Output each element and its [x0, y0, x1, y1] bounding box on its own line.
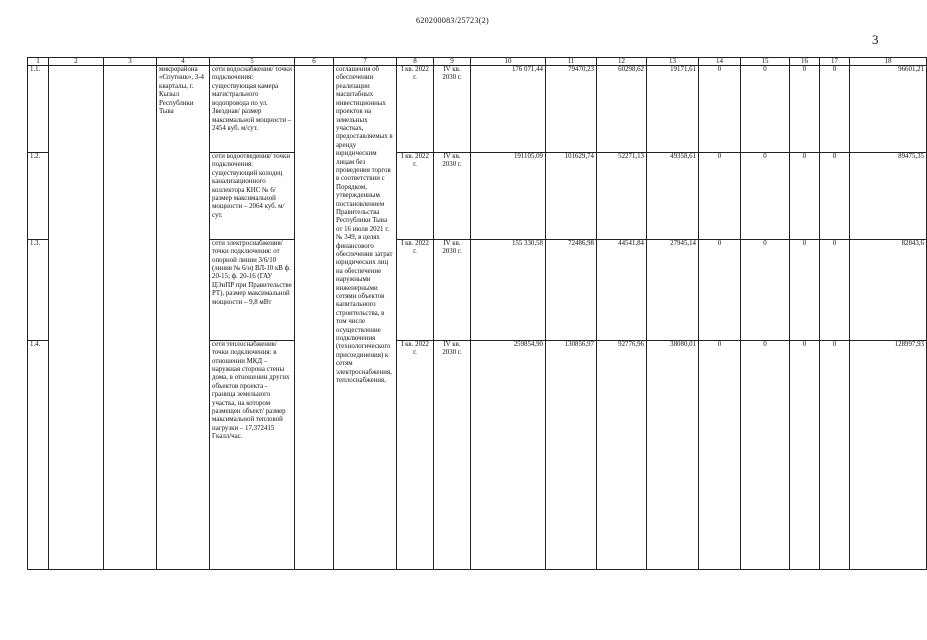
network-description: сети водоснабжения/ точки подключения: существующая камера магистрального водопровода по ул. Звездная/ размер максимальной мощности – 2454 куб. м/сут. [210, 66, 295, 153]
end-period: IV кв. 2030 г. [434, 66, 471, 153]
value-cell: 52271,13 [597, 152, 647, 239]
network-description: сети водоотведения/ точки подключения: существующий колодец канализационного коллектора КНС № 6/ размер максимальной мощности – 2064 куб. м/сут. [210, 152, 295, 239]
column-number: 15 [741, 58, 790, 66]
column-number: 13 [647, 58, 699, 66]
value-cell: 60298,62 [597, 66, 647, 153]
row-number: 1.1. [28, 66, 49, 153]
value-cell: 0 [699, 152, 741, 239]
page-number: 3 [872, 32, 879, 47]
start-period: I кв. 2022 г. [397, 66, 434, 153]
value-cell: 89475,35 [850, 152, 927, 239]
value-cell: 72486,98 [546, 239, 597, 340]
value-cell: 0 [790, 239, 820, 340]
value-cell: 92776,96 [597, 340, 647, 569]
empty-cell [104, 66, 157, 570]
row-number: 1.3. [28, 239, 49, 340]
document-id: 620200083/25723(2) [416, 16, 489, 25]
column-number: 5 [210, 58, 295, 66]
value-cell: 0 [820, 152, 850, 239]
column-number: 2 [49, 58, 104, 66]
value-cell: 0 [790, 66, 820, 153]
value-cell: 0 [820, 66, 850, 153]
column-number: 1 [28, 58, 49, 66]
value-cell: 44541,84 [597, 239, 647, 340]
value-cell: 82843,6 [850, 239, 927, 340]
value-cell: 0 [790, 152, 820, 239]
row-number: 1.4. [28, 340, 49, 569]
value-cell: 0 [699, 340, 741, 569]
column-number: 12 [597, 58, 647, 66]
column-number-row [28, 58, 927, 66]
value-cell: 96601,21 [850, 66, 927, 153]
end-period: IV кв. 2030 г. [434, 340, 471, 569]
value-cell: 0 [699, 239, 741, 340]
value-cell: 79470,23 [546, 66, 597, 153]
table-row [28, 66, 927, 153]
column-number: 17 [820, 58, 850, 66]
empty-cell [295, 66, 334, 570]
value-cell: 49358,61 [647, 152, 699, 239]
value-cell: 0 [741, 239, 790, 340]
value-cell: 0 [699, 66, 741, 153]
value-cell: 38080,01 [647, 340, 699, 569]
network-description: сети теплоснабжения/ точки подключения: в отношении МКД – наружная сторона стены дома, в отношении других объектов проекта - граница земельного участка, на котором размещен объект/ размер максимальной тепловой нагрузки – 17,372415 Гкалл/час. [210, 340, 295, 569]
end-period: IV кв. 2030 г. [434, 239, 471, 340]
column-number: 14 [699, 58, 741, 66]
location-cell: микрорайона «Спутник», 3-4 кварталы, г. Кызыл Республики Тыва [157, 66, 210, 570]
column-number: 18 [850, 58, 927, 66]
value-cell: 0 [820, 340, 850, 569]
value-cell: 101629,74 [546, 152, 597, 239]
value-cell: 19171,61 [647, 66, 699, 153]
value-cell: 128997,93 [850, 340, 927, 569]
column-number: 8 [397, 58, 434, 66]
value-cell: 0 [820, 239, 850, 340]
column-number: 3 [104, 58, 157, 66]
row-number: 1.2. [28, 152, 49, 239]
column-number: 10 [471, 58, 546, 66]
column-number: 4 [157, 58, 210, 66]
network-description: сети электроснабжения/ точки подключения: от опорной линии 3/6/10 (линия № 6/н) ВЛ-10 кВ ф. 20-15; ф. 20-16 (ГАУ ЦЭиПР при Правительстве РТ), размер максимальной мощности – 9,8 мВт [210, 239, 295, 340]
value-cell: 130856,97 [546, 340, 597, 569]
value-cell: 0 [741, 340, 790, 569]
column-number: 7 [334, 58, 397, 66]
column-number: 9 [434, 58, 471, 66]
value-cell: 259854,90 [471, 340, 546, 569]
start-period: I кв. 2022 г. [397, 152, 434, 239]
start-period: I кв. 2022 г. [397, 239, 434, 340]
column-number: 6 [295, 58, 334, 66]
value-cell: 155 330,58 [471, 239, 546, 340]
empty-cell [49, 66, 104, 570]
value-cell: 0 [741, 152, 790, 239]
column-number: 16 [790, 58, 820, 66]
value-cell: 27945,14 [647, 239, 699, 340]
agreement-text-cell: соглашения об обеспечении реализации масштабных инвестиционных проектов на земельных участках, предоставляемых в аренду юридическим лицам без проведения торгов в соответствии с Порядком, утвержденным постановлением Правительства Республики Тыва от 16 июля 2021 г. № 349, в целях финансового обеспечения затрат юридических лиц на обеспечение наружными инженерными сетями объектов капитального строительства, в том числе осуществление подключения (технологического присоединения) к сетям электроснабжения, теплоснабжения, [334, 66, 397, 570]
value-cell: 0 [741, 66, 790, 153]
data-table [27, 57, 927, 570]
start-period: I кв. 2022 г. [397, 340, 434, 569]
value-cell: 191105,09 [471, 152, 546, 239]
column-number: 11 [546, 58, 597, 66]
value-cell: 176 071,44 [471, 66, 546, 153]
end-period: IV кв. 2030 г. [434, 152, 471, 239]
value-cell: 0 [790, 340, 820, 569]
